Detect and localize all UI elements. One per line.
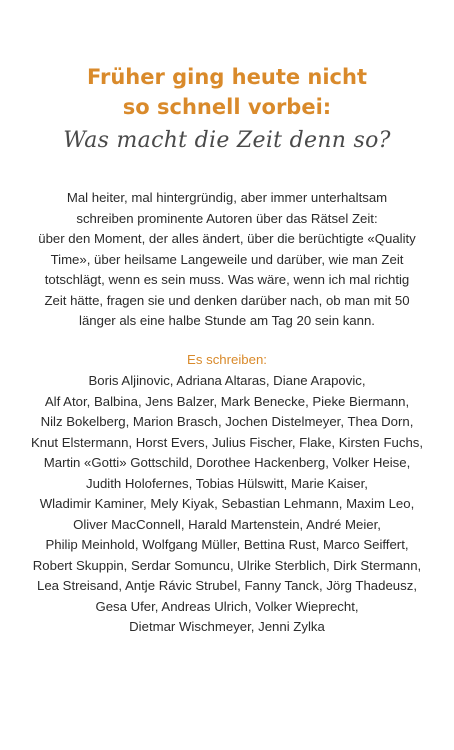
author-line: Philip Meinhold, Wolfgang Müller, Bettina Rust, Marco Seiffert, [45, 537, 409, 552]
author-line: Martin «Gotti» Gottschild, Dorothee Hackenberg, Volker Heise, [43, 455, 411, 470]
author-list [10, 371, 444, 638]
author-line: Nilz Bokelberg, Marion Brasch, Jochen Distelmeyer, Thea Dorn, [40, 414, 414, 429]
intro-line: totschlägt, wenn es sein muss. Was wäre, wenn ich mal richtig [44, 272, 410, 287]
author-line: Boris Aljinovic, Adriana Altaras, Diane Arapovic, [88, 373, 366, 388]
authors-heading: Es schreiben: [187, 352, 267, 367]
author-line: Knut Elstermann, Horst Evers, Julius Fischer, Flake, Kirsten Fuchs, [30, 434, 424, 450]
intro-line: Zeit hätte, fragen sie und denken darüber nach, ob man mit 50 [44, 292, 410, 308]
author-line: Oliver MacConnell, Harald Martenstein, André Meier, [73, 516, 381, 532]
headline [0, 62, 454, 122]
author-line: Lea Streisand, Antje Rávic Strubel, Fanny Tanck, Jörg Thadeusz, [37, 578, 417, 593]
intro-line: Mal heiter, mal hintergründig, aber immer unterhaltsam [66, 190, 388, 205]
author-line: Judith Holofernes, Tobias Hülswitt, Marie Kaiser, [86, 475, 368, 491]
author-line: Wladimir Kaminer, Mely Kiyak, Sebastian Lehmann, Maxim Leo, [39, 496, 415, 511]
subheadline: Was macht die Zeit denn so? [63, 128, 391, 153]
headline-line-1: Früher ging heute nicht [86, 65, 367, 89]
author-line: Gesa Ufer, Andreas Ulrich, Volker Wieprecht, [95, 598, 359, 614]
intro-line: schreiben prominente Autoren über das Rätsel Zeit: [76, 210, 378, 226]
intro-line: länger als eine halbe Stunde am Tag 20 sein kann. [79, 313, 375, 328]
intro-line: Time», über heilsame Langeweile und darüber, wie man Zeit [50, 251, 404, 267]
intro-text [20, 188, 434, 332]
intro-line: über den Moment, der alles ändert, über die berüchtigte «Quality [38, 231, 416, 246]
author-line: Robert Skuppin, Serdar Somuncu, Ulrike Sterblich, Dirk Stermann, [32, 557, 422, 573]
headline-line-2: so schnell vorbei: [122, 95, 332, 119]
author-line: Alf Ator, Balbina, Jens Balzer, Mark Benecke, Pieke Biermann, [44, 393, 410, 409]
author-line: Dietmar Wischmeyer, Jenni Zylka [129, 619, 325, 634]
